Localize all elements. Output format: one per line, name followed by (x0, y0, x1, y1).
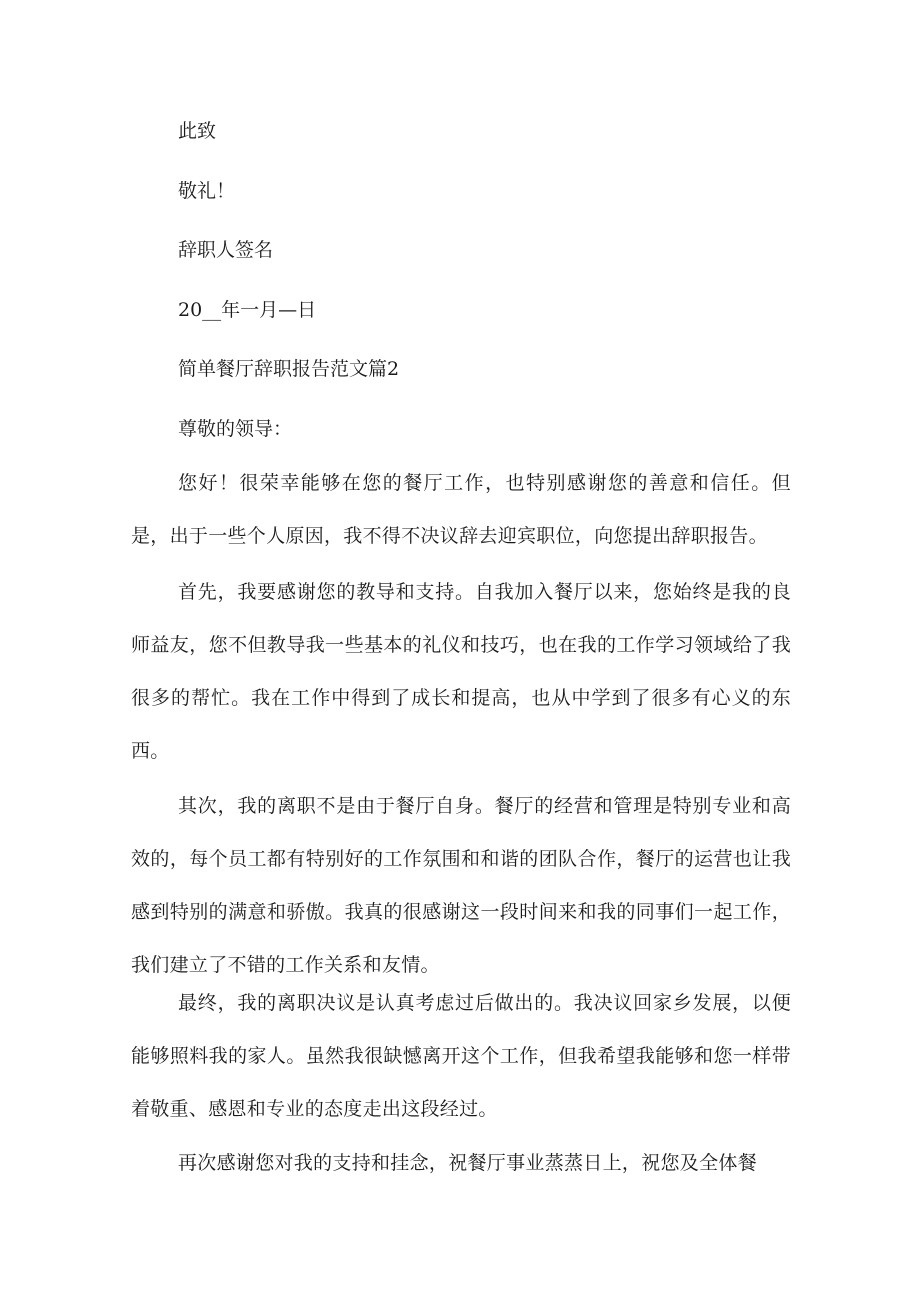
date-line: 20__年一月—日 (178, 299, 317, 321)
letter-greeting: 尊敬的领导： (178, 418, 293, 440)
body-paragraph-5: 再次感谢您对我的支持和挂念，祝餐厅事业蒸蒸日上，祝您及全体餐 (178, 1152, 758, 1174)
closing-salute: 此致 (178, 120, 217, 142)
body-paragraph-3: 其次，我的离职不是由于餐厅自身。餐厅的经营和管理是特别专业和高效的，每个员工都有特别好的工作氛围和和谐的团队合作，餐厅的运营也让我感到特别的满意和骄傲。我真的很感谢这一段时间来和我的同事们一起工作，我们建立了不错的工作关系和友情。 (131, 795, 791, 976)
signature-line: 辞职人签名 (178, 239, 274, 261)
body-paragraph-4: 最终，我的离职决议是认真考虑过后做出的。我决议回家乡发展，以便能够照料我的家人。虽然我很缺憾离开这个工作，但我希望我能够和您一样带着敬重、感恩和专业的态度走出这段经过。 (131, 992, 791, 1120)
body-paragraph-1: 您好！很荣幸能够在您的餐厅工作，也特别感谢您的善意和信任。但是，出于一些个人原因，我不得不决议辞去迎宾职位，向您提出辞职报告。 (131, 472, 791, 547)
section-title: 简单餐厅辞职报告范文篇2 (178, 358, 400, 380)
closing-regards: 敬礼！ (178, 180, 236, 202)
body-paragraph-2: 首先，我要感谢您的教导和支持。自我加入餐厅以来，您始终是我的良师益友，您不但教导我一些基本的礼仪和技巧，也在我的工作学习领域给了我很多的帮忙。我在工作中得到了成长和提高，也从中学到了很多有心义的东西。 (131, 581, 791, 762)
